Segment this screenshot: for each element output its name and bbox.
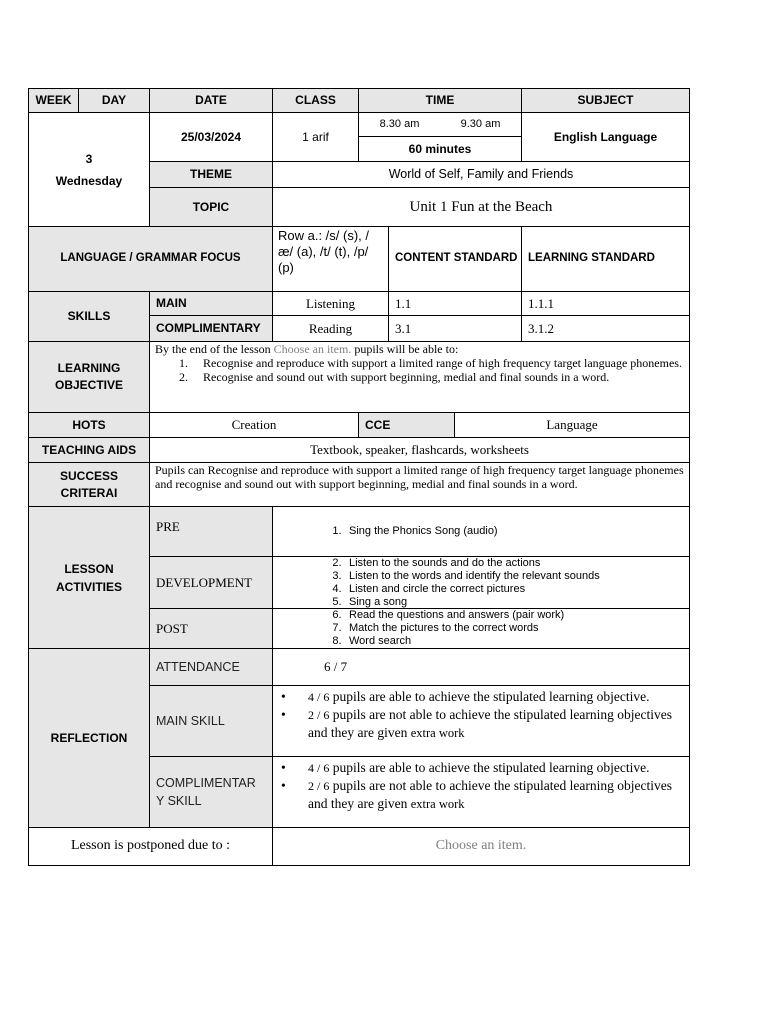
theme-value: World of Self, Family and Friends (272, 161, 690, 188)
pre-label: PRE (149, 506, 273, 557)
learning-objective-cell (149, 341, 690, 413)
language-focus-label: LANGUAGE / GRAMMAR FOCUS (28, 226, 273, 292)
list-item: • 2 / 6 pupils are not able to achieve the stipulated learning objectives and they are given extra work (281, 707, 672, 740)
attendance-label: ATTENDANCE (149, 648, 273, 686)
list-item: 8. Word search (332, 635, 412, 647)
list-item: 6. Read the questions and answers (pair work) (332, 609, 565, 621)
objective-list (155, 356, 684, 384)
time-end: 9.30 am (460, 117, 501, 130)
pre-activities (272, 506, 690, 557)
list-item: 1. Recognise and reproduce with support a limited range of high frequency target language phonemes. (179, 356, 682, 370)
main-content-standard: 1.1 (388, 291, 522, 316)
topic-label: TOPIC (149, 187, 273, 227)
success-criteria-label: SUCCESS CRITERAI (28, 462, 150, 507)
list-item: 3. Listen to the words and identify the relevant sounds (332, 569, 600, 582)
week-day-cell (28, 112, 150, 227)
teaching-aids-label: TEACHING AIDS (28, 437, 150, 463)
date-value: 25/03/2024 (149, 112, 273, 162)
bullet-icon: • (281, 689, 286, 704)
list-item: • 4 / 6 pupils are able to achieve the stipulated learning objective. (281, 760, 650, 775)
header-week: WEEK (28, 88, 79, 113)
list-item: 5. Sing a song (332, 595, 408, 608)
comp-learning-standard: 3.1.2 (521, 315, 690, 342)
complimentary-skill-reflection-label: COMPLIMENTARY SKILL (149, 756, 273, 828)
class-value: 1 arif (272, 112, 359, 162)
teaching-aids-value: Textbook, speaker, flashcards, worksheets (149, 437, 690, 463)
main-skill-reflection-label: MAIN SKILL (149, 685, 273, 757)
reflection-label: REFLECTION (28, 648, 150, 828)
time-range (358, 112, 522, 137)
development-list (273, 557, 600, 609)
list-item: • 2 / 6 pupils are not able to achieve the stipulated learning objectives and they are given extra work (281, 778, 672, 811)
bullet-icon: • (281, 778, 286, 793)
bullet-icon: • (281, 707, 286, 722)
list-item: 2. Recognise and sound out with support beginning, medial and final sounds in a word. (179, 370, 610, 384)
attendance-value: 6 / 7 (272, 648, 690, 686)
lesson-activities-label: LESSON ACTIVITIES (28, 506, 150, 649)
post-list (273, 609, 564, 648)
development-activities (272, 556, 690, 609)
main-skill-value: Listening (272, 291, 389, 316)
cce-value: Language (454, 412, 690, 438)
week-value: 3 (85, 151, 93, 166)
postponed-choose-dropdown[interactable]: Choose an item. (272, 827, 690, 866)
duration-value: 60 minutes (358, 136, 522, 162)
complimentary-skill-reflection-list (273, 759, 689, 813)
hots-label: HOTS (28, 412, 150, 438)
header-date: DATE (149, 88, 273, 113)
objective-choose-dropdown[interactable]: Choose an item. (273, 342, 352, 356)
postponed-label: Lesson is postponed due to : (28, 827, 273, 866)
list-item: 4. Listen and circle the correct pictures (332, 582, 526, 595)
header-time: TIME (358, 88, 522, 113)
header-day: DAY (78, 88, 150, 113)
main-skill-reflection (272, 685, 690, 757)
language-focus-value: Row a.: /s/ (s), /æ/ (a), /t/ (t), /p/ (p) (272, 226, 389, 292)
list-item: 2. Listen to the sounds and do the actions (332, 556, 541, 569)
comp-content-standard: 3.1 (388, 315, 522, 342)
complimentary-skill-value: Reading (272, 315, 389, 342)
development-label: DEVELOPMENT (149, 556, 273, 609)
day-value: Wednesday (55, 173, 123, 188)
success-criteria-value: Pupils can Recognise and reproduce with support a limited range of high frequency target language phonemes and recognise and sound out with support beginning, medial and final sounds in a word. (149, 462, 690, 507)
skills-label: SKILLS (28, 291, 150, 342)
list-item: • 4 / 6 pupils are able to achieve the stipulated learning objective. (281, 689, 650, 704)
main-skill-reflection-list (273, 688, 689, 742)
complimentary-skill-label: COMPLIMENTARY (149, 315, 273, 342)
bullet-icon: • (281, 760, 286, 775)
cce-label: CCE (358, 412, 455, 438)
learning-standard-label: LEARNING STANDARD (521, 226, 690, 292)
pre-list (273, 525, 498, 538)
main-learning-standard: 1.1.1 (521, 291, 690, 316)
post-label: POST (149, 608, 273, 649)
header-class: CLASS (272, 88, 359, 113)
main-skill-label: MAIN (149, 291, 273, 316)
objective-intro: By the end of the lesson Choose an item. pupils will be able to: (155, 342, 459, 356)
learning-objective-label: LEARNING OBJECTIVE (28, 341, 150, 413)
subject-value: English Language (521, 112, 690, 162)
list-item: 1. Sing the Phonics Song (audio) (332, 525, 498, 537)
post-activities (272, 608, 690, 649)
list-item: 7. Match the pictures to the correct words (332, 622, 539, 634)
hots-value: Creation (149, 412, 359, 438)
content-standard-label: CONTENT STANDARD (388, 226, 522, 292)
theme-label: THEME (149, 161, 273, 188)
time-start: 8.30 am (379, 117, 420, 130)
topic-value: Unit 1 Fun at the Beach (272, 187, 690, 227)
complimentary-skill-reflection (272, 756, 690, 828)
header-subject: SUBJECT (521, 88, 690, 113)
